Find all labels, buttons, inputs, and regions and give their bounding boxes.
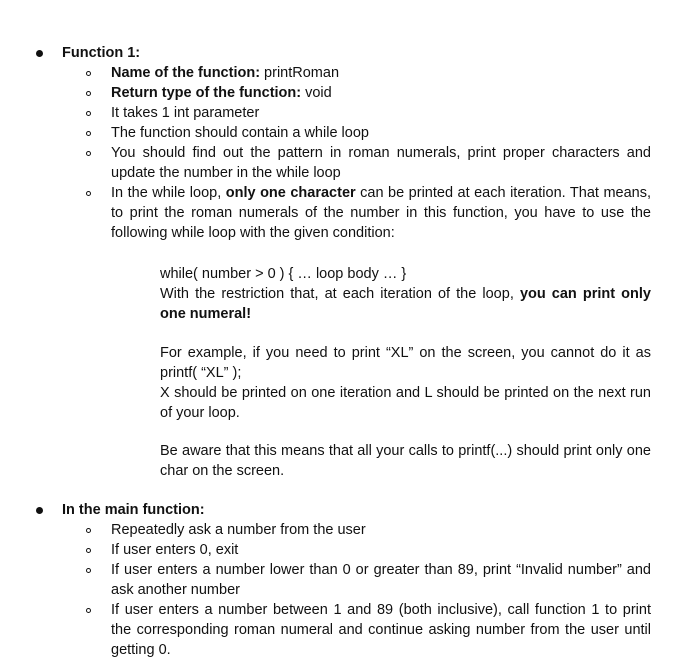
- bullet-circle: [86, 91, 91, 96]
- list-item-while-loop: The function should contain a while loop: [111, 125, 369, 141]
- list-item-function-name: [111, 63, 651, 83]
- item-text-bold: only one character: [225, 185, 356, 201]
- example-paragraph-1: For example, if you need to print “XL” on the screen, you cannot do it as printf( “XL” );: [160, 345, 651, 381]
- bullet-circle: [86, 131, 91, 136]
- aware-paragraph: Be aware that this means that all your calls to printf(...) should print only one char on the screen.: [160, 443, 651, 479]
- item-value: printRoman: [260, 65, 340, 81]
- item-label: Return type of the function:: [111, 85, 302, 101]
- restriction-bold-text: you can print only one numeral!: [160, 286, 651, 322]
- code-line-while: while( number > 0 ) { … loop body … }: [160, 266, 407, 282]
- list-item-invalid-number: If user enters a number lower than 0 or greater than 89, print “Invalid number” and ask another number: [111, 562, 651, 598]
- bullet-disc: [36, 507, 43, 514]
- list-item-exit: If user enters 0, exit: [111, 542, 239, 558]
- item-value: void: [301, 85, 332, 101]
- bullet-circle: [86, 548, 91, 553]
- item-label: Name of the function:: [111, 65, 261, 81]
- bullet-circle: [86, 191, 91, 196]
- restriction-paragraph: [160, 284, 651, 324]
- section-title-function-1: Function 1:: [62, 45, 141, 61]
- bullet-circle: [86, 568, 91, 573]
- list-item-one-character: [111, 183, 651, 243]
- list-item-parameter: It takes 1 int parameter: [111, 105, 260, 121]
- item-text-pre: In the while loop,: [111, 185, 226, 201]
- example-paragraph-2: X should be printed on one iteration and L should be printed on the next run of your loop.: [160, 385, 651, 421]
- bullet-circle: [86, 608, 91, 613]
- section-title-main-function: In the main function:: [62, 502, 205, 518]
- bullet-circle: [86, 528, 91, 533]
- list-item-repeat-ask: Repeatedly ask a number from the user: [111, 522, 366, 538]
- bullet-circle: [86, 71, 91, 76]
- bullet-circle: [86, 111, 91, 116]
- list-item-valid-range: If user enters a number between 1 and 89 (both inclusive), call function 1 to print the corresponding roman numeral and continue asking number from the user until getting 0.: [111, 602, 651, 658]
- bullet-disc: [36, 50, 43, 57]
- restriction-text: With the restriction that, at each iteration of the loop,: [160, 286, 520, 302]
- item-text-post: can be printed at each iteration. That means, to print the roman numerals of the number in this function, you have to use the following while loop with the given condition:: [111, 185, 651, 241]
- bullet-circle: [86, 151, 91, 156]
- list-item-return-type: [111, 83, 651, 103]
- list-item-pattern: You should find out the pattern in roman numerals, print proper characters and update the number in the while loop: [111, 145, 651, 181]
